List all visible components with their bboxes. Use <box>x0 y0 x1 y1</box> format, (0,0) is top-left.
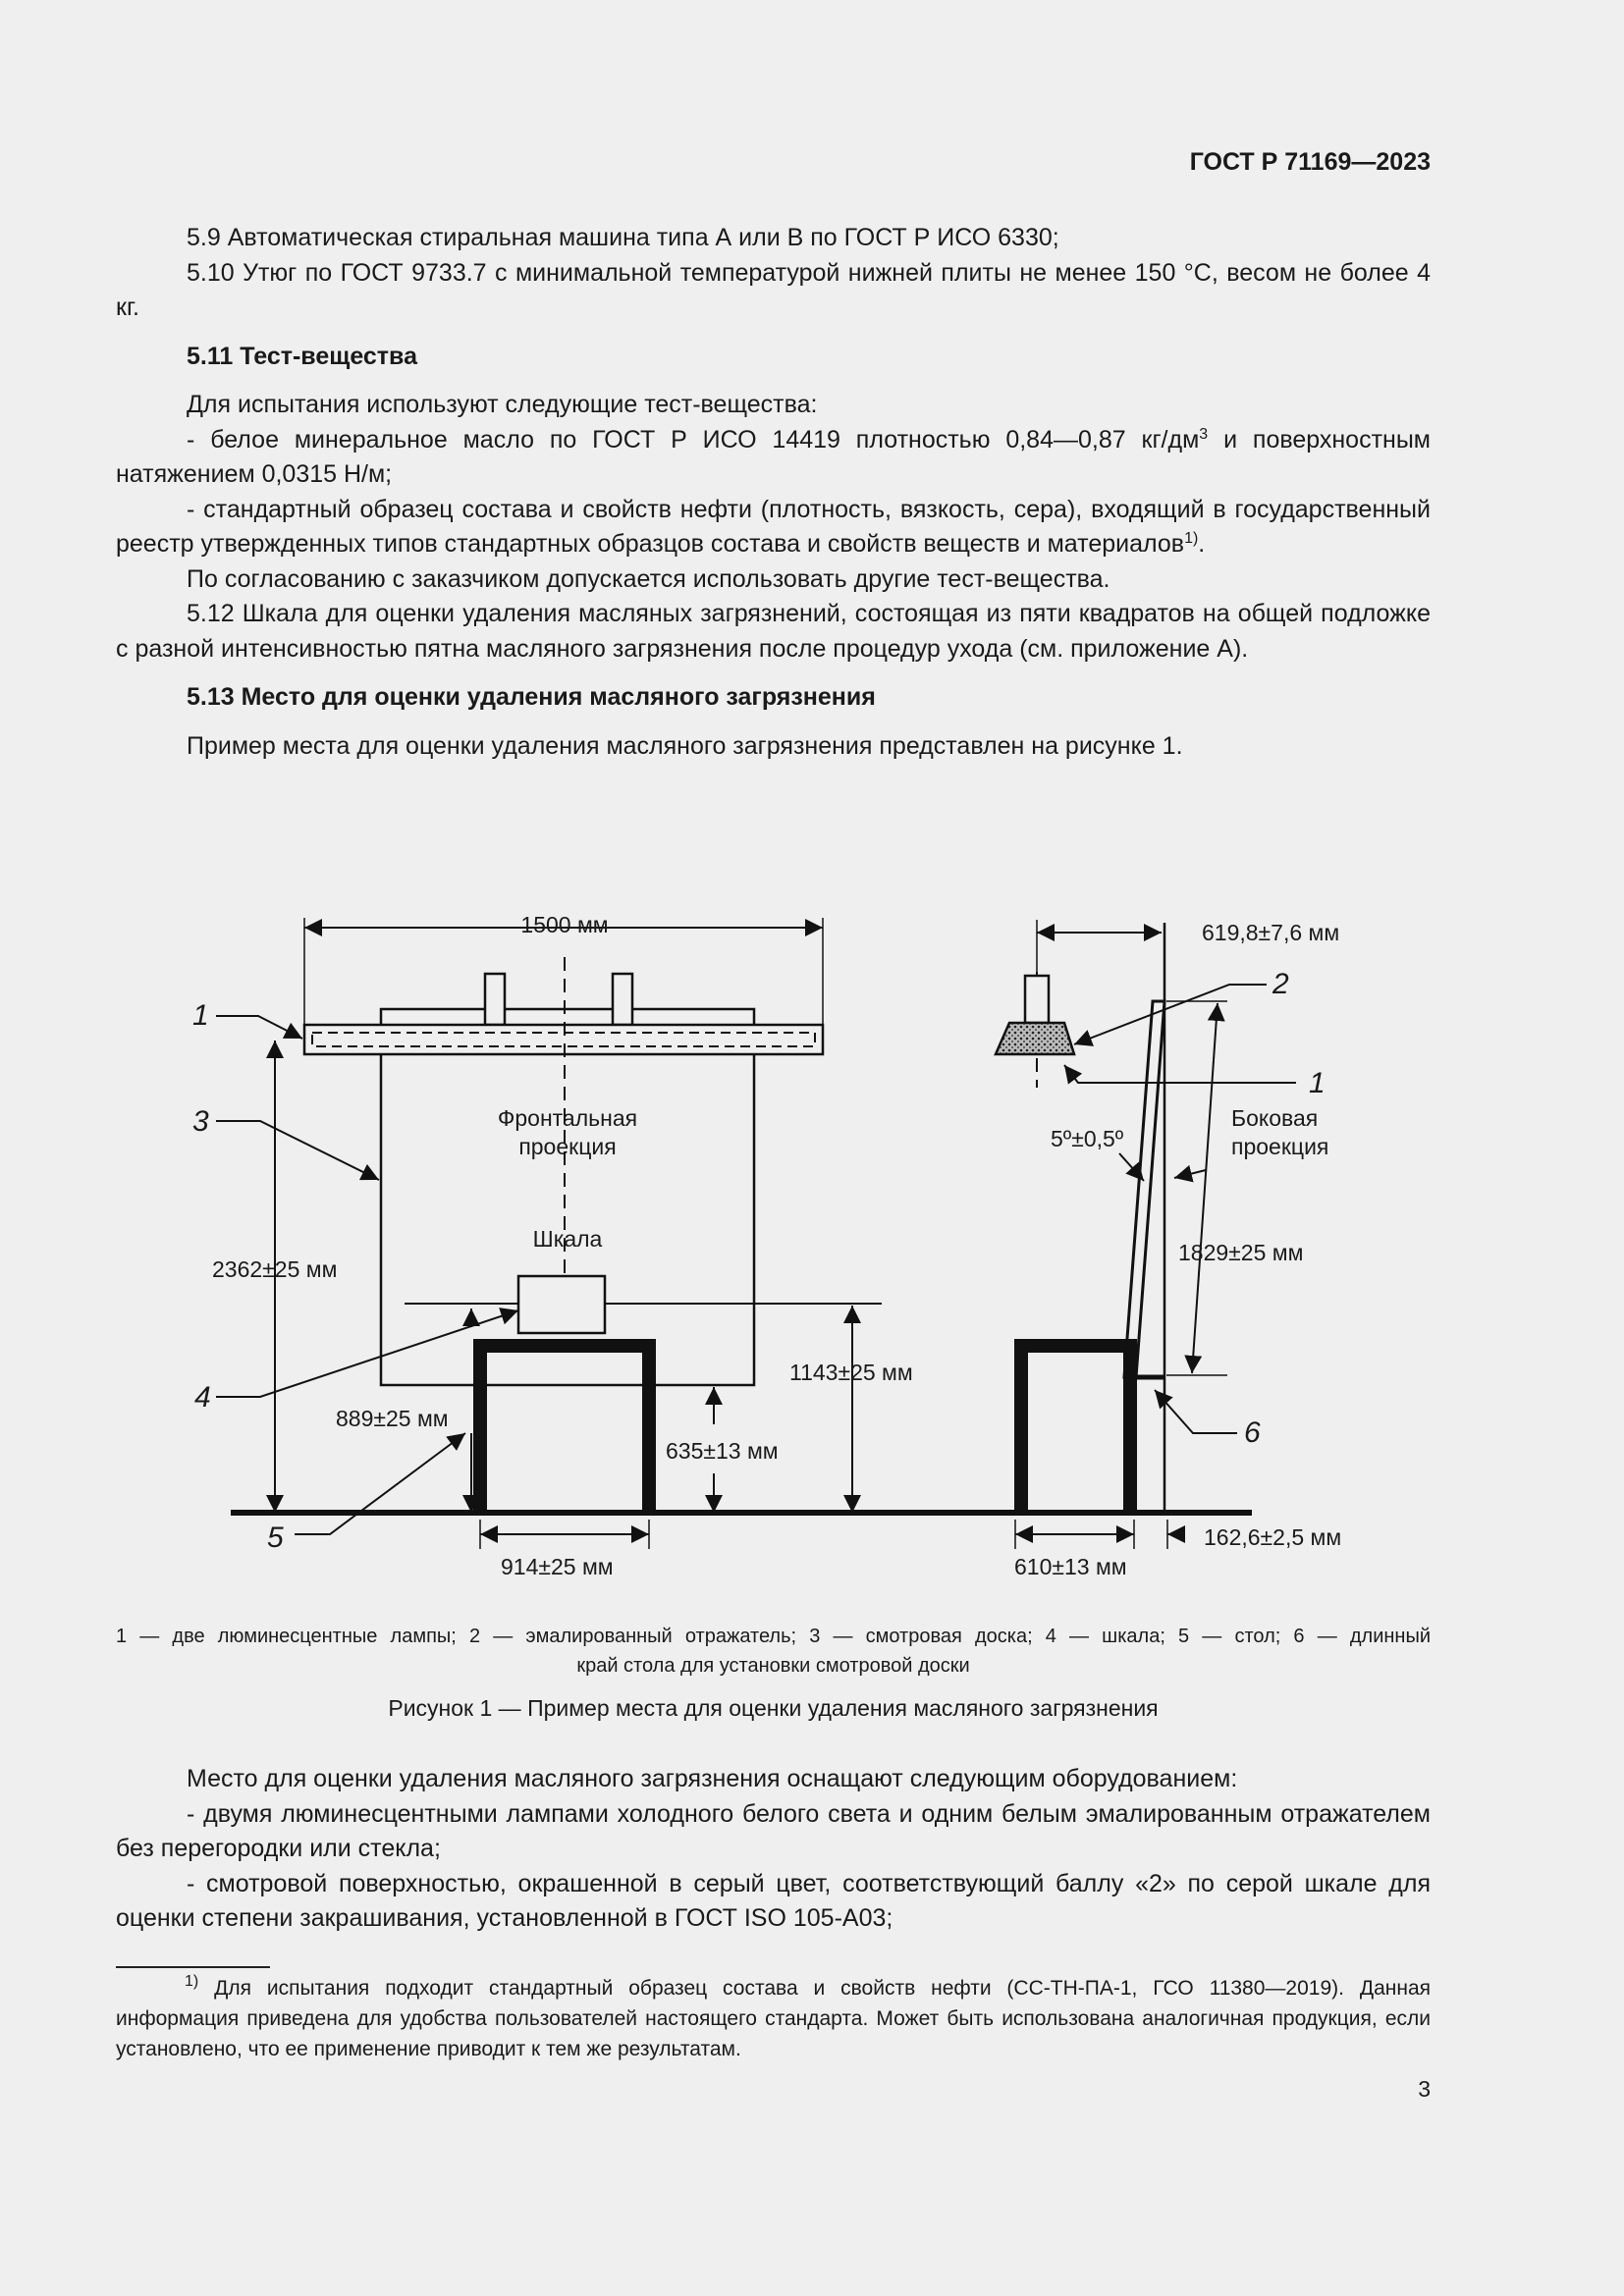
dim-1829: 1829±25 мм <box>1178 1240 1304 1265</box>
callout-3: 3 <box>192 1105 209 1138</box>
dim-1500: 1500 мм <box>520 912 609 937</box>
paragraph-5-12: 5.12 Шкала для оценки удаления масляных загрязнений, состоящая из пяти квадратов на общей подложке с разной интенсивностью пятна масляного загрязнения после процедур ухода (см. приложение А). <box>116 600 1431 663</box>
callout-2: 2 <box>1272 968 1289 1000</box>
paragraph-agreement: По согласованию с заказчиком допускается использовать другие тест-вещества. <box>187 564 1110 593</box>
legend-line-2: край стола для установки смотровой доски <box>576 1655 970 1677</box>
front-label-2: проекция <box>518 1134 617 1159</box>
side-lamp <box>1025 976 1049 1023</box>
side-board <box>1124 1001 1164 1377</box>
side-label-2: проекция <box>1231 1134 1329 1159</box>
footnote-separator <box>116 1966 270 1968</box>
callout-1-side: 1 <box>1309 1067 1326 1099</box>
list-item-surface: - смотровой поверхностью, окрашенной в серый цвет, соответствующий баллу «2» по серой шкале для оценки степени закрашивания, установленной в ГОСТ ISO 105-A03; <box>116 1869 1431 1932</box>
paragraph-5-10: 5.10 Утюг по ГОСТ 9733.7 с минимальной температурой нижней плиты не менее 150 °С, весом не более 4 кг. <box>116 258 1431 321</box>
callout-1: 1 <box>192 999 209 1032</box>
figure-caption: Рисунок 1 — Пример места для оценки удаления масляного загрязнения <box>388 1695 1159 1721</box>
legend-line-1: 1 — две люминесцентные лампы; 2 — эмалированный отражатель; 3 — смотровая доска; 4 — шкала; 5 — стол; 6 — длинный <box>116 1626 1431 1647</box>
front-label-1: Фронтальная <box>497 1105 638 1131</box>
callout-5: 5 <box>267 1522 284 1554</box>
document-id: ГОСТ Р 71169—2023 <box>1189 148 1431 176</box>
dim-635: 635±13 мм <box>666 1438 779 1464</box>
dim-2362: 2362±25 мм <box>212 1256 338 1282</box>
body-text-top <box>116 221 1431 764</box>
side-label-1: Боковая <box>1231 1105 1319 1131</box>
table-front <box>480 1346 649 1513</box>
page-number: 3 <box>1418 2076 1431 2102</box>
dim-162: 162,6±2,5 мм <box>1204 1524 1342 1550</box>
dim-619: 619,8±7,6 мм <box>1202 920 1340 945</box>
dim-610: 610±13 мм <box>1014 1554 1127 1579</box>
list-item-reference-sample: - стандартный образец состава и свойств нефти (плотность, вязкость, сера), входящий в государственный реестр утвержденных типов стандартных образцов состава и свойств веществ и материалов$^{1)}$. <box>116 495 1431 558</box>
footnote-marker: 1) <box>185 1973 199 1990</box>
figure-drawing <box>0 883 1624 1590</box>
figure-legend <box>116 1622 1431 1681</box>
heading-5-11: 5.11 Тест-вещества <box>187 342 417 370</box>
callout-6: 6 <box>1244 1416 1261 1449</box>
heading-5-13: 5.13 Место для оценки удаления масляного загрязнения <box>187 683 876 711</box>
dim-1143: 1143±25 мм <box>789 1360 913 1385</box>
angle-label: 5º±0,5º <box>1051 1126 1124 1151</box>
scale-label: Шкала <box>532 1226 603 1252</box>
table-side <box>1021 1346 1130 1513</box>
paragraph-intro: Для испытания используют следующие тест-вещества: <box>187 391 818 418</box>
paragraph-example: Пример места для оценки удаления масляного загрязнения представлен на рисунке 1. <box>187 731 1183 760</box>
callout-4: 4 <box>194 1381 211 1414</box>
reflector <box>996 1023 1074 1054</box>
dim-889: 889±25 мм <box>336 1406 449 1431</box>
footnote <box>116 1973 1431 2064</box>
footnote-text: Для испытания подходит стандартный образец состава и свойств нефти (СС-ТН-ПА-1, ГСО 11380—2019). Данная информация приведена для удобства пользователей настоящего стандарта. Может быть использована аналогичная продукция, если установлено, что ее применение приводит к тем же результатам. <box>116 1977 1431 2060</box>
figure-1 <box>0 883 1624 1590</box>
scale-card <box>518 1276 605 1333</box>
paragraph-equipment: Место для оценки удаления масляного загрязнения оснащают следующим оборудованием: <box>187 1765 1238 1792</box>
footnote-ref[interactable]: 1) <box>1184 530 1199 547</box>
paragraph-5-9: 5.9 Автоматическая стиральная машина типа А или В по ГОСТ Р ИСО 6330; <box>187 224 1059 251</box>
list-item-oil: - белое минеральное масло по ГОСТ Р ИСО 14419 плотностью 0,84—0,87 $кг/дм^3$ и поверхностным натяжением 0,0315 Н/м; <box>116 425 1431 488</box>
body-text-bottom <box>116 1762 1431 1937</box>
dim-914: 914±25 мм <box>501 1554 614 1579</box>
list-item-lamps: - двумя люминесцентными лампами холодного белого света и одним белым эмалированным отражателем без перегородки или стекла; <box>116 1799 1431 1862</box>
